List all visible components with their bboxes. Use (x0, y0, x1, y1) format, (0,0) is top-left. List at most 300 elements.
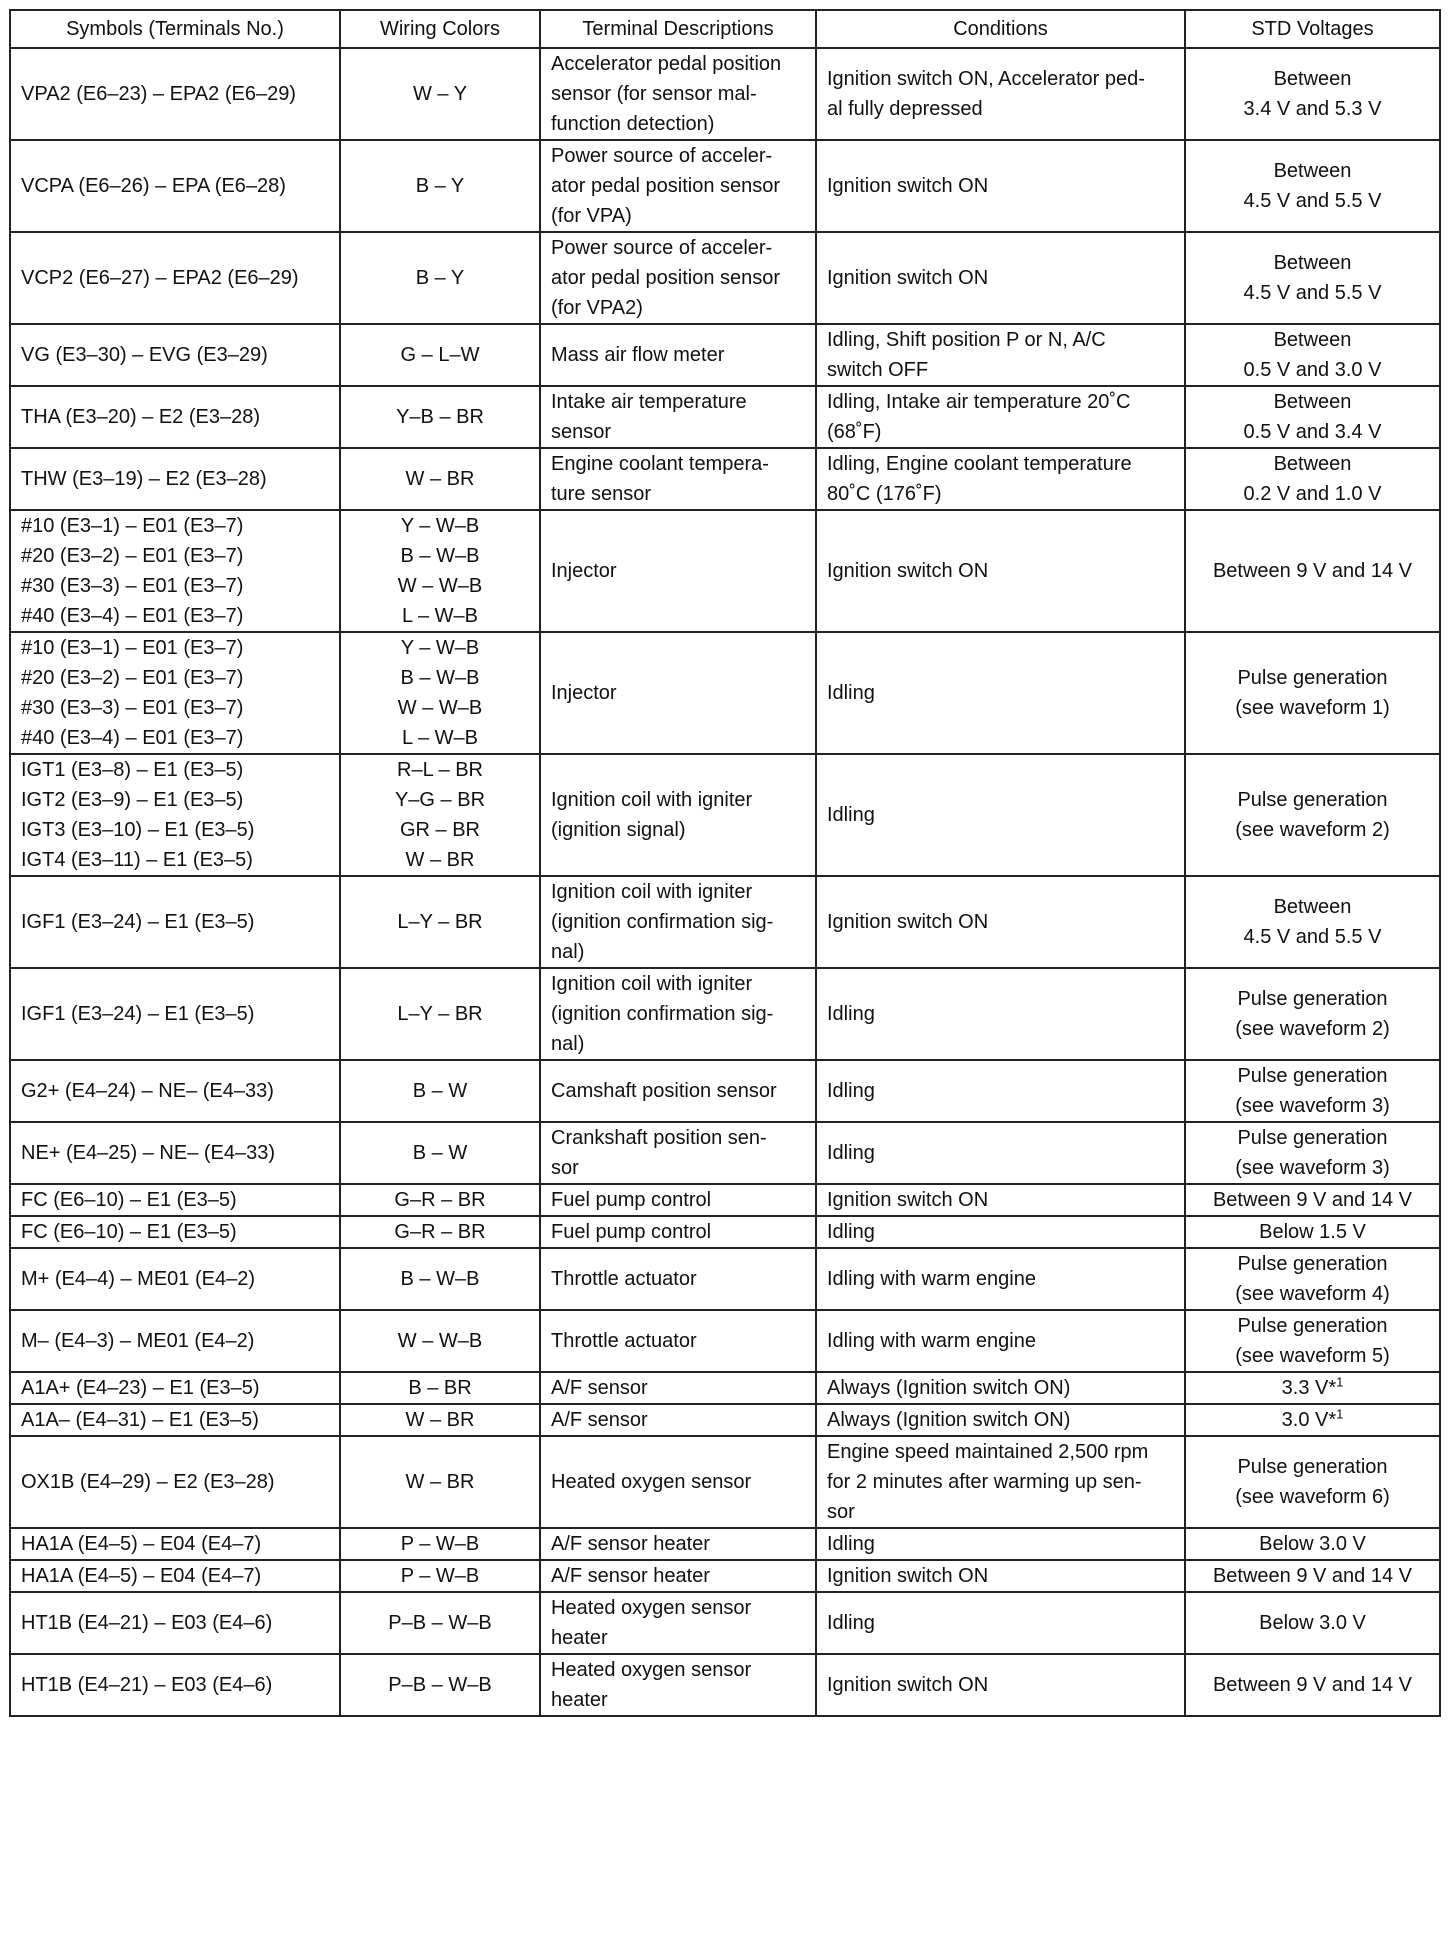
symbols-line: OX1B (E4–29) – E2 (E3–28) (21, 1471, 275, 1493)
terminal-description-line: sensor (551, 421, 612, 443)
std-voltage-cell (1185, 1060, 1440, 1122)
terminal-description-cell (540, 1592, 816, 1654)
conditions-cell (816, 1372, 1185, 1404)
conditions-cell (816, 1184, 1185, 1216)
table-row (10, 1528, 1440, 1560)
std-voltage-cell (1185, 1216, 1440, 1248)
terminal-description-line: Ignition coil with igniter (551, 789, 753, 811)
wiring-colors-line: W – W–B (397, 575, 483, 597)
terminal-description-cell (540, 1528, 816, 1560)
std-voltage-cell (1185, 1592, 1440, 1654)
std-voltage-line: (see waveform 2) (1235, 1018, 1390, 1040)
std-voltage-line: (see waveform 2) (1235, 819, 1390, 841)
symbols-line: #10 (E3–1) – E01 (E3–7) (21, 515, 244, 537)
std-voltage-cell (1185, 386, 1440, 448)
wiring-colors-cell (340, 876, 540, 968)
std-voltage-cell (1185, 1122, 1440, 1184)
table-row (10, 1248, 1440, 1310)
conditions-cell (816, 448, 1185, 510)
conditions-cell (816, 1310, 1185, 1372)
conditions-line: Idling with warm engine (827, 1330, 1036, 1352)
symbols-line: VPA2 (E6–23) – EPA2 (E6–29) (21, 83, 296, 105)
wiring-colors-cell (340, 448, 540, 510)
terminal-description-cell (540, 968, 816, 1060)
table-row (10, 1654, 1440, 1716)
wiring-colors-line: P – W–B (400, 1565, 480, 1587)
symbols-line: FC (E6–10) – E1 (E3–5) (21, 1189, 237, 1211)
symbols-line: HT1B (E4–21) – E03 (E4–6) (21, 1612, 273, 1634)
wiring-colors-line: B – Y (415, 175, 465, 197)
symbols-cell (10, 232, 340, 324)
symbols-line: IGF1 (E3–24) – E1 (E3–5) (21, 911, 255, 933)
std-voltage-line: 3.0 V*$^1$ (1281, 1406, 1344, 1431)
symbols-cell (10, 48, 340, 140)
terminal-description-cell (540, 48, 816, 140)
terminal-description-line: nal) (551, 941, 585, 963)
wiring-colors-line: W – BR (405, 1471, 475, 1493)
conditions-line: Engine speed maintained 2,500 rpm (827, 1441, 1149, 1463)
wiring-colors-line: L – W–B (402, 605, 478, 627)
wiring-colors-line: B – BR (408, 1377, 472, 1399)
symbols-cell (10, 1560, 340, 1592)
wiring-colors-line: W – BR (405, 468, 475, 490)
wiring-colors-cell (340, 1560, 540, 1592)
symbols-cell (10, 1216, 340, 1248)
terminal-description-line: Fuel pump control (551, 1221, 712, 1243)
conditions-cell (816, 632, 1185, 754)
std-voltage-cell (1185, 140, 1440, 232)
std-voltage-line: 4.5 V and 5.5 V (1243, 190, 1382, 212)
std-voltage-line: Between (1273, 453, 1352, 475)
std-voltage-line: Between 9 V and 14 V (1212, 1674, 1413, 1696)
symbols-cell (10, 632, 340, 754)
std-voltage-cell (1185, 324, 1440, 386)
terminal-description-cell (540, 1060, 816, 1122)
symbols-cell (10, 1436, 340, 1528)
std-voltage-line: 4.5 V and 5.5 V (1243, 926, 1382, 948)
terminal-description-line: (ignition confirmation sig- (551, 911, 774, 933)
terminal-description-line: (for VPA2) (551, 297, 643, 319)
wiring-colors-line: P – W–B (400, 1533, 480, 1555)
std-voltage-line: Pulse generation (1237, 1127, 1388, 1149)
symbols-line: IGT4 (E3–11) – E1 (E3–5) (21, 849, 253, 871)
conditions-line: Ignition switch ON (827, 560, 989, 582)
terminal-description-line: function detection) (551, 113, 715, 135)
conditions-line: Always (Ignition switch ON) (827, 1409, 1071, 1431)
conditions-cell (816, 510, 1185, 632)
symbols-cell (10, 754, 340, 876)
terminal-description-cell (540, 386, 816, 448)
symbols-cell (10, 1060, 340, 1122)
std-voltage-cell (1185, 1248, 1440, 1310)
std-voltage-line: 0.5 V and 3.4 V (1243, 421, 1382, 443)
symbols-line: #20 (E3–2) – E01 (E3–7) (21, 667, 244, 689)
terminal-description-line: (ignition confirmation sig- (551, 1003, 774, 1025)
wiring-colors-cell (340, 1060, 540, 1122)
std-voltage-cell (1185, 510, 1440, 632)
std-voltage-cell (1185, 1372, 1440, 1404)
conditions-line: Idling, Shift position P or N, A/C (827, 329, 1106, 351)
terminal-description-cell (540, 448, 816, 510)
terminal-description-cell (540, 1654, 816, 1716)
terminal-description-line: Injector (551, 682, 617, 704)
wiring-colors-line: Y–G – BR (394, 789, 486, 811)
conditions-line: Idling (827, 1003, 875, 1025)
conditions-line: Idling (827, 1142, 875, 1164)
conditions-cell (816, 1404, 1185, 1436)
std-voltage-cell (1185, 1654, 1440, 1716)
wiring-colors-line: G – L–W (400, 344, 480, 366)
symbols-line: G2+ (E4–24) – NE– (E4–33) (21, 1080, 274, 1102)
wiring-colors-line: G–R – BR (394, 1189, 486, 1211)
header-conditions: Conditions (816, 10, 1185, 48)
terminal-description-line: A/F sensor (551, 1409, 648, 1431)
conditions-line: Idling (827, 1533, 875, 1555)
symbols-cell (10, 386, 340, 448)
terminal-description-line: sor (551, 1157, 579, 1179)
wiring-colors-cell (340, 632, 540, 754)
conditions-cell (816, 1654, 1185, 1716)
terminal-description-line: Engine coolant tempera- (551, 453, 769, 475)
wiring-colors-cell (340, 386, 540, 448)
wiring-colors-line: L–Y – BR (397, 1003, 483, 1025)
std-voltage-cell (1185, 1560, 1440, 1592)
std-voltage-line: Between 9 V and 14 V (1212, 1189, 1413, 1211)
wiring-colors-line: R–L – BR (397, 759, 483, 781)
wiring-colors-line: B – W–B (400, 667, 480, 689)
terminal-description-cell (540, 1560, 816, 1592)
wiring-colors-line: B – W (412, 1080, 468, 1102)
terminal-description-line: Ignition coil with igniter (551, 881, 753, 903)
table-row (10, 324, 1440, 386)
terminal-description-line: Injector (551, 560, 617, 582)
terminal-description-line: Ignition coil with igniter (551, 973, 753, 995)
terminal-description-line: Camshaft position sensor (551, 1080, 777, 1102)
table-row (10, 1122, 1440, 1184)
wiring-colors-cell (340, 1372, 540, 1404)
symbols-cell (10, 448, 340, 510)
terminal-description-line: (for VPA) (551, 205, 632, 227)
std-voltage-line: 4.5 V and 5.5 V (1243, 282, 1382, 304)
wiring-colors-cell (340, 324, 540, 386)
conditions-cell (816, 968, 1185, 1060)
terminal-description-cell (540, 1216, 816, 1248)
symbols-cell (10, 1528, 340, 1560)
symbols-line: IGT2 (E3–9) – E1 (E3–5) (21, 789, 244, 811)
std-voltage-line: Pulse generation (1237, 1456, 1388, 1478)
symbols-line: VCP2 (E6–27) – EPA2 (E6–29) (21, 267, 299, 289)
wiring-colors-cell (340, 1310, 540, 1372)
symbols-line: NE+ (E4–25) – NE– (E4–33) (21, 1142, 276, 1164)
wiring-colors-line: B – Y (415, 267, 465, 289)
table-row (10, 1184, 1440, 1216)
conditions-line: Ignition switch ON (827, 1674, 989, 1696)
conditions-line: Idling, Intake air temperature 20˚C (827, 391, 1131, 413)
table-row (10, 386, 1440, 448)
std-voltage-line: 3.3 V*$^1$ (1281, 1374, 1344, 1399)
symbols-cell (10, 1122, 340, 1184)
table-row (10, 754, 1440, 876)
terminal-description-line: Fuel pump control (551, 1189, 712, 1211)
wiring-colors-line: B – W–B (400, 545, 480, 567)
conditions-line: Idling (827, 804, 875, 826)
terminal-description-line: Throttle actuator (551, 1268, 697, 1290)
terminal-description-cell (540, 754, 816, 876)
conditions-line: Ignition switch ON (827, 175, 989, 197)
conditions-cell (816, 1592, 1185, 1654)
symbols-line: HA1A (E4–5) – E04 (E4–7) (21, 1565, 262, 1587)
conditions-line: 80˚C (176˚F) (827, 483, 942, 505)
std-voltage-line: (see waveform 4) (1235, 1283, 1390, 1305)
terminal-description-cell (540, 1436, 816, 1528)
symbols-line: M– (E4–3) – ME01 (E4–2) (21, 1330, 255, 1352)
terminal-description-cell (540, 1122, 816, 1184)
wiring-colors-cell (340, 754, 540, 876)
symbols-line: #40 (E3–4) – E01 (E3–7) (21, 727, 244, 749)
terminal-description-line: ture sensor (551, 483, 652, 505)
symbols-cell (10, 1592, 340, 1654)
terminal-description-line: heater (551, 1689, 608, 1711)
wiring-colors-line: Y – W–B (400, 515, 480, 537)
table-row (10, 876, 1440, 968)
table-header-row (10, 10, 1440, 48)
conditions-cell (816, 232, 1185, 324)
terminal-description-line: Mass air flow meter (551, 344, 725, 366)
terminal-description-cell (540, 1248, 816, 1310)
wiring-colors-line: B – W (412, 1142, 468, 1164)
table-row (10, 1436, 1440, 1528)
std-voltage-cell (1185, 1436, 1440, 1528)
wiring-colors-cell (340, 1592, 540, 1654)
table-row (10, 510, 1440, 632)
std-voltage-line: Between (1273, 160, 1352, 182)
header-std-voltages: STD Voltages (1185, 10, 1440, 48)
std-voltage-line: Below 1.5 V (1259, 1221, 1366, 1243)
std-voltage-cell (1185, 632, 1440, 754)
table-row (10, 140, 1440, 232)
symbols-cell (10, 1404, 340, 1436)
terminal-description-line: Heated oxygen sensor (551, 1597, 752, 1619)
terminal-description-line: Crankshaft position sen- (551, 1127, 767, 1149)
terminal-description-cell (540, 1184, 816, 1216)
table-row (10, 1216, 1440, 1248)
conditions-cell (816, 1060, 1185, 1122)
terminal-description-line: Heated oxygen sensor (551, 1471, 752, 1493)
terminal-voltage-table-wrapper (9, 9, 1441, 1717)
std-voltage-line: Pulse generation (1237, 1315, 1388, 1337)
symbols-cell (10, 1184, 340, 1216)
symbols-line: M+ (E4–4) – ME01 (E4–2) (21, 1268, 255, 1290)
wiring-colors-line: G–R – BR (394, 1221, 486, 1243)
terminal-description-line: A/F sensor (551, 1377, 648, 1399)
symbols-line: IGT1 (E3–8) – E1 (E3–5) (21, 759, 244, 781)
terminal-voltage-table (9, 9, 1441, 1717)
terminal-description-line: A/F sensor heater (551, 1533, 710, 1555)
std-voltage-cell (1185, 232, 1440, 324)
wiring-colors-line: L–Y – BR (397, 911, 483, 933)
symbols-line: VG (E3–30) – EVG (E3–29) (21, 344, 268, 366)
symbols-line: #10 (E3–1) – E01 (E3–7) (21, 637, 244, 659)
table-row (10, 232, 1440, 324)
conditions-cell (816, 324, 1185, 386)
terminal-description-cell (540, 632, 816, 754)
conditions-line: Idling, Engine coolant temperature (827, 453, 1132, 475)
conditions-line: sor (827, 1501, 855, 1523)
std-voltage-line: Pulse generation (1237, 789, 1388, 811)
symbols-cell (10, 1248, 340, 1310)
std-voltage-line: Between (1273, 391, 1352, 413)
conditions-line: Ignition switch ON, Accelerator ped- (827, 68, 1145, 90)
conditions-cell (816, 754, 1185, 876)
terminal-description-line: Power source of acceler- (551, 145, 773, 167)
std-voltage-cell (1185, 48, 1440, 140)
table-row (10, 1404, 1440, 1436)
conditions-line: Always (Ignition switch ON) (827, 1377, 1071, 1399)
conditions-line: for 2 minutes after warming up sen- (827, 1471, 1142, 1493)
wiring-colors-cell (340, 1122, 540, 1184)
wiring-colors-cell (340, 1404, 540, 1436)
std-voltage-line: 0.2 V and 1.0 V (1243, 483, 1382, 505)
symbols-cell (10, 1372, 340, 1404)
symbols-cell (10, 876, 340, 968)
symbols-line: #30 (E3–3) – E01 (E3–7) (21, 697, 244, 719)
wiring-colors-cell (340, 1216, 540, 1248)
std-voltage-line: Below 3.0 V (1259, 1612, 1366, 1634)
std-voltage-line: Pulse generation (1237, 1253, 1388, 1275)
symbols-line: #30 (E3–3) – E01 (E3–7) (21, 575, 244, 597)
terminal-description-line: (ignition signal) (551, 819, 686, 841)
terminal-description-cell (540, 876, 816, 968)
wiring-colors-line: P–B – W–B (388, 1612, 492, 1634)
conditions-line: Ignition switch ON (827, 267, 989, 289)
wiring-colors-line: B – W–B (400, 1268, 480, 1290)
std-voltage-line: (see waveform 3) (1235, 1157, 1390, 1179)
symbols-line: IGT3 (E3–10) – E1 (E3–5) (21, 819, 255, 841)
wiring-colors-line: Y–B – BR (396, 406, 484, 428)
std-voltage-cell (1185, 1184, 1440, 1216)
symbols-line: FC (E6–10) – E1 (E3–5) (21, 1221, 237, 1243)
terminal-description-cell (540, 1310, 816, 1372)
conditions-line: Ignition switch ON (827, 1565, 989, 1587)
table-row (10, 48, 1440, 140)
terminal-description-cell (540, 232, 816, 324)
terminal-description-line: Throttle actuator (551, 1330, 697, 1352)
conditions-cell (816, 1248, 1185, 1310)
conditions-line: Idling with warm engine (827, 1268, 1036, 1290)
table-body (10, 48, 1440, 1716)
wiring-colors-cell (340, 232, 540, 324)
std-voltage-line: (see waveform 1) (1235, 697, 1390, 719)
wiring-colors-line: W – Y (412, 83, 468, 105)
std-voltage-cell (1185, 1404, 1440, 1436)
conditions-cell (816, 1216, 1185, 1248)
std-voltage-cell (1185, 1310, 1440, 1372)
symbols-cell (10, 1654, 340, 1716)
terminal-description-line: heater (551, 1627, 608, 1649)
std-voltage-line: Between (1273, 252, 1352, 274)
terminal-description-line: Power source of acceler- (551, 237, 773, 259)
conditions-line: Idling (827, 1221, 875, 1243)
table-row (10, 1592, 1440, 1654)
terminal-description-line: nal) (551, 1033, 585, 1055)
std-voltage-line: 3.4 V and 5.3 V (1243, 98, 1382, 120)
table-row (10, 968, 1440, 1060)
symbols-line: A1A– (E4–31) – E1 (E3–5) (21, 1409, 259, 1431)
wiring-colors-line: L – W–B (402, 727, 478, 749)
std-voltage-line: Pulse generation (1237, 988, 1388, 1010)
wiring-colors-cell (340, 140, 540, 232)
conditions-cell (816, 1436, 1185, 1528)
symbols-line: IGF1 (E3–24) – E1 (E3–5) (21, 1003, 255, 1025)
std-voltage-line: (see waveform 6) (1235, 1486, 1390, 1508)
symbols-line: THW (E3–19) – E2 (E3–28) (21, 468, 267, 490)
terminal-description-line: Accelerator pedal position sensor (for sensor mal- (551, 53, 782, 105)
conditions-line: Ignition switch ON (827, 1189, 989, 1211)
conditions-cell (816, 1528, 1185, 1560)
std-voltage-cell (1185, 876, 1440, 968)
conditions-line: (68˚F) (827, 421, 882, 443)
wiring-colors-cell (340, 1654, 540, 1716)
std-voltage-line: 0.5 V and 3.0 V (1243, 359, 1382, 381)
symbols-line: HA1A (E4–5) – E04 (E4–7) (21, 1533, 262, 1555)
conditions-line: al fully depressed (827, 98, 983, 120)
conditions-cell (816, 386, 1185, 448)
wiring-colors-line: W – BR (405, 849, 475, 871)
table-row (10, 1560, 1440, 1592)
wiring-colors-line: W – BR (405, 1409, 475, 1431)
wiring-colors-cell (340, 1248, 540, 1310)
wiring-colors-cell (340, 48, 540, 140)
header-terminal-descriptions: Terminal Descriptions (540, 10, 816, 48)
table-row (10, 1060, 1440, 1122)
conditions-cell (816, 876, 1185, 968)
table-row (10, 1372, 1440, 1404)
conditions-cell (816, 48, 1185, 140)
wiring-colors-cell (340, 1436, 540, 1528)
terminal-description-line: Intake air temperature (551, 391, 747, 413)
table-row (10, 632, 1440, 754)
conditions-line: switch OFF (827, 359, 929, 381)
symbols-cell (10, 968, 340, 1060)
wiring-colors-line: W – W–B (397, 1330, 483, 1352)
symbols-cell (10, 140, 340, 232)
std-voltage-cell (1185, 754, 1440, 876)
terminal-description-line: ator pedal position sensor (551, 175, 781, 197)
std-voltage-line: Pulse generation (1237, 1065, 1388, 1087)
std-voltage-line: Below 3.0 V (1259, 1533, 1366, 1555)
std-voltage-line: Pulse generation (1237, 667, 1388, 689)
terminal-description-cell (540, 1372, 816, 1404)
terminal-description-line: A/F sensor heater (551, 1565, 710, 1587)
header-symbols: Symbols (Terminals No.) (10, 10, 340, 48)
conditions-cell (816, 1122, 1185, 1184)
wiring-colors-cell (340, 510, 540, 632)
table-row (10, 448, 1440, 510)
wiring-colors-cell (340, 1184, 540, 1216)
terminal-description-line: Heated oxygen sensor (551, 1659, 752, 1681)
symbols-cell (10, 1310, 340, 1372)
std-voltage-cell (1185, 448, 1440, 510)
wiring-colors-line: GR – BR (399, 819, 481, 841)
symbols-line: #20 (E3–2) – E01 (E3–7) (21, 545, 244, 567)
symbols-line: VCPA (E6–26) – EPA (E6–28) (21, 175, 286, 197)
conditions-line: Idling (827, 1612, 875, 1634)
wiring-colors-line: W – W–B (397, 697, 483, 719)
table-row (10, 1310, 1440, 1372)
wiring-colors-line: Y – W–B (400, 637, 480, 659)
wiring-colors-cell (340, 968, 540, 1060)
header-wiring-colors: Wiring Colors (340, 10, 540, 48)
